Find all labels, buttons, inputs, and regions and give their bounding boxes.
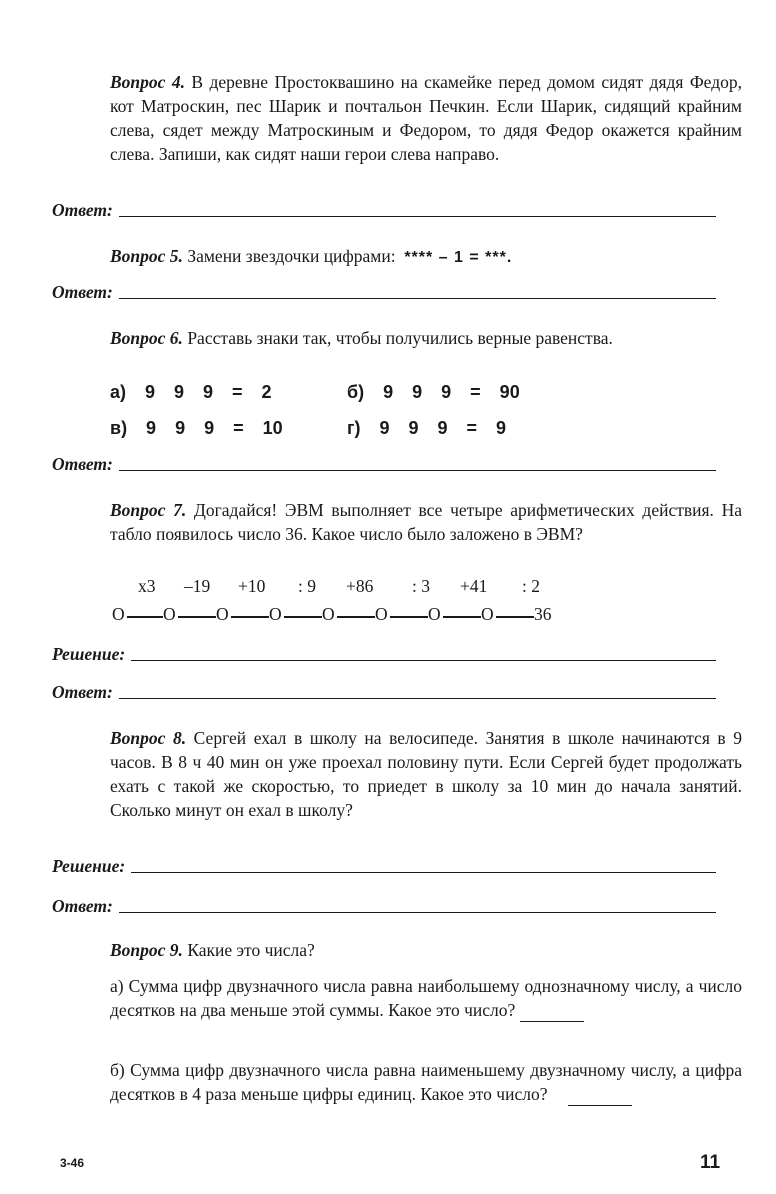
equation-v: в) 9 9 9 = 10: [110, 418, 283, 438]
equations-row-1: [110, 382, 579, 403]
answer-8-label: Ответ:: [52, 896, 113, 916]
answer-7: [52, 678, 716, 702]
question-6-label: Вопрос 6.: [110, 328, 183, 348]
operation-2: –19: [184, 576, 211, 596]
equation-b: б) 9 9 9 = 90: [347, 382, 520, 402]
question-9-label: Вопрос 9.: [110, 940, 183, 960]
answer-8: [52, 892, 716, 916]
question-5-expression: **** – 1 = ***.: [404, 249, 513, 266]
question-4-text: В деревне Простоквашино на скамейке перед домом сидят дядя Федор, кот Матроскин, пес Шарик и почтальон Печкин. Если Шарик, сидящий крайним слева, сядет между Матроскиным и Федором, то дядя Федор окажется крайним слева. Запиши, как сидят наши герои слева направо.: [110, 72, 742, 164]
chain-result: 36: [534, 604, 552, 624]
question-9-text: Какие это числа?: [187, 940, 315, 960]
question-9: [110, 938, 742, 962]
operation-3: +10: [238, 576, 266, 596]
footer-code: 3-46: [60, 1156, 85, 1170]
operation-4: : 9: [298, 576, 316, 596]
chain-node-2[interactable]: O: [163, 604, 176, 624]
question-8-label: Вопрос 8.: [110, 728, 187, 748]
solution-8-label: Решение:: [52, 856, 126, 876]
equations-row-2: [110, 418, 579, 439]
answer-6-label: Ответ:: [52, 454, 113, 474]
question-6-text: Расставь знаки так, чтобы получились верные равенства.: [187, 328, 613, 348]
question-9a-text: а) Сумма цифр двузначного числа равна наибольшему однозначному числу, а число десятков на два меньше этой суммы. Какое это число?: [110, 976, 742, 1020]
question-5-label: Вопрос 5.: [110, 246, 183, 266]
question-8-text: Сергей ехал в школу на велосипеде. Занятия в школе начинаются в 9 часов. В 8 ч 40 мин он уже проехал половину пути. Если Сергей будет продолжать ехать с такой же скоростью, то приедет в школу за 10 мин до начала занятий. Сколько минут он ехал в школу?: [110, 728, 742, 820]
answer-7-label: Ответ:: [52, 682, 113, 702]
answer-5: [52, 278, 716, 302]
question-5: [110, 244, 742, 270]
operation-6: : 3: [412, 576, 430, 596]
question-9b-blank[interactable]: [568, 1088, 632, 1106]
operation-1: x3: [138, 576, 156, 596]
answer-4-label: Ответ:: [52, 200, 113, 220]
solution-7-line[interactable]: [131, 660, 716, 661]
question-7-text: Догадайся! ЭВМ выполняет все четыре арифметических действия. На табло появилось число 36. Какое число было заложено в ЭВМ?: [110, 500, 743, 544]
answer-6: [52, 450, 716, 474]
answer-4: [52, 196, 716, 220]
question-8: [110, 726, 742, 822]
question-9b: [110, 1058, 742, 1106]
question-7-label: Вопрос 7.: [110, 500, 187, 520]
chain-node-6[interactable]: O: [375, 604, 388, 624]
question-7: [110, 498, 742, 546]
question-5-text: Замени звездочки цифрами:: [187, 246, 396, 266]
solution-7-label: Решение:: [52, 644, 126, 664]
question-9a: [110, 974, 742, 1022]
page-number: 11: [700, 1152, 721, 1173]
operations-row: [0, 576, 776, 600]
question-6: [110, 326, 742, 350]
chain-node-8[interactable]: O: [481, 604, 494, 624]
equation-a: а) 9 9 9 = 2: [110, 382, 272, 402]
chain-node-4[interactable]: O: [269, 604, 282, 624]
answer-4-line[interactable]: [119, 216, 716, 217]
question-9a-blank[interactable]: [520, 1004, 584, 1022]
operation-5: +86: [346, 576, 374, 596]
answer-8-line[interactable]: [119, 912, 716, 913]
chain-node-3[interactable]: O: [216, 604, 229, 624]
question-4-label: Вопрос 4.: [110, 72, 185, 92]
chain-node-7[interactable]: O: [428, 604, 441, 624]
answer-6-line[interactable]: [119, 470, 716, 471]
solution-7: [52, 640, 716, 664]
answer-5-label: Ответ:: [52, 282, 113, 302]
equation-g: г) 9 9 9 = 9: [347, 418, 507, 438]
solution-8-line[interactable]: [131, 872, 716, 873]
operation-7: +41: [460, 576, 488, 596]
answer-7-line[interactable]: [119, 698, 716, 699]
question-9b-text: б) Сумма цифр двузначного числа равна наименьшему двузначному числу, а цифра десятков в 4 раза меньше цифры единиц. Какое это число?: [110, 1060, 742, 1104]
question-4: [110, 70, 742, 166]
operation-8: : 2: [522, 576, 540, 596]
solution-8: [52, 852, 716, 876]
answer-5-line[interactable]: [119, 298, 716, 299]
chain-node-1[interactable]: O: [112, 604, 125, 624]
computation-chain: [0, 604, 776, 628]
chain-node-5[interactable]: O: [322, 604, 335, 624]
